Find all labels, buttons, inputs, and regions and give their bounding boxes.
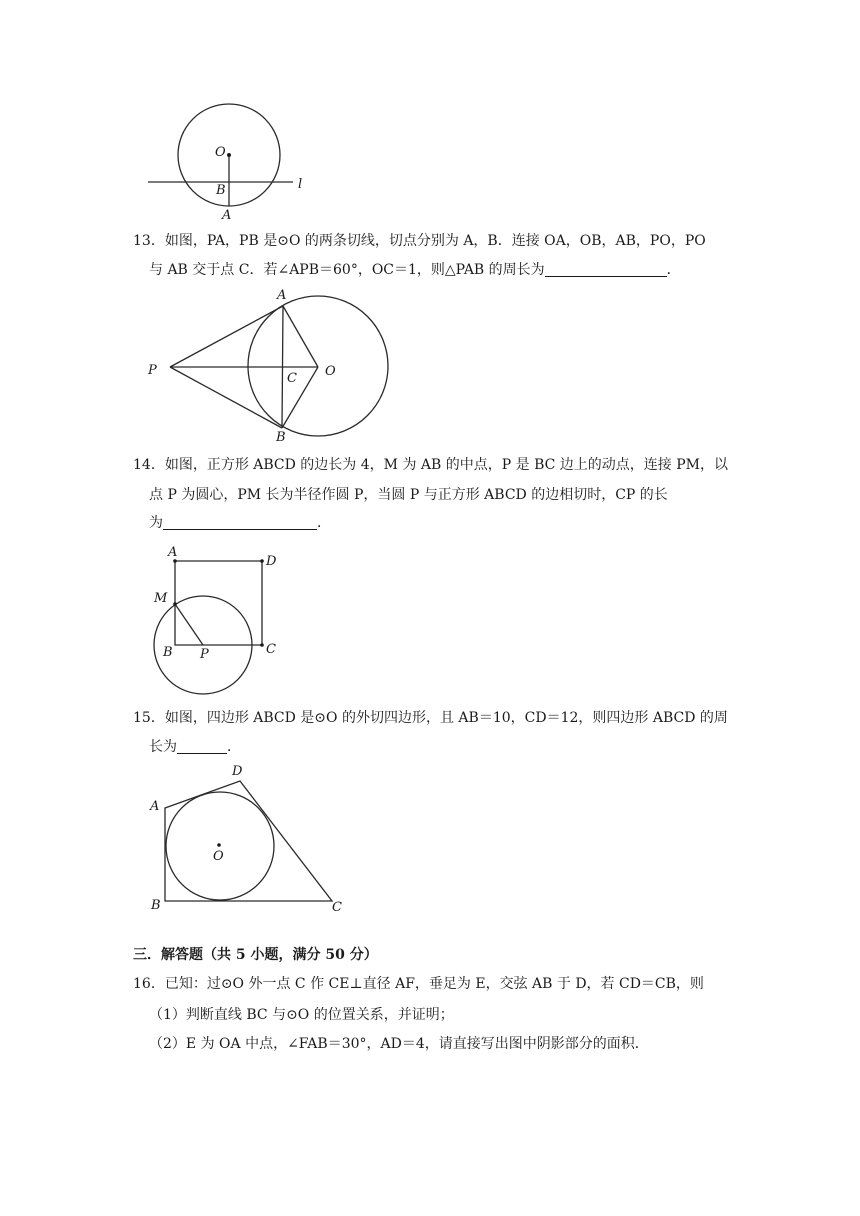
q13-line2-text: 与 AB 交于点 C．若∠APB＝60°，OC＝1，则△PAB 的周长为 (149, 262, 545, 278)
label-a-14: A (168, 545, 178, 560)
q15-line2-text: 长为 (149, 739, 177, 755)
q13-end: ． (666, 262, 681, 278)
q14-end: ． (317, 515, 331, 531)
label-b-15: B (151, 898, 161, 913)
point-o-15 (217, 843, 221, 847)
label-o: O (215, 145, 226, 160)
label-l: l (298, 177, 303, 192)
label-d-15: D (232, 764, 243, 779)
label-b-14: B (163, 645, 173, 660)
q16-part2: （2）E 为 OA 中点，∠FAB＝30°，AD＝4，请直接写出图中阴影部分的面积． (149, 1036, 649, 1052)
label-d-14: D (266, 554, 277, 569)
label-c-14: C (266, 642, 276, 657)
q16-part1: （1）判断直线 BC 与⊙O 的位置关系，并证明； (149, 1007, 454, 1023)
section-3-heading: 三．解答题（共 5 小题，满分 50 分） (133, 947, 378, 963)
quadrilateral-abcd (165, 781, 332, 901)
label-p-14: P (200, 647, 209, 662)
label-p-13: P (148, 363, 157, 378)
label-b: B (216, 183, 226, 198)
q15-end: ． (227, 739, 241, 755)
q14-line3-text: 为 (149, 515, 163, 531)
label-c-15: C (332, 900, 342, 915)
q15-line1: 15．如图，四边形 ABCD 是⊙O 的外切四边形，且 AB＝10，CD＝12，则四边形 ABCD 的周 (133, 710, 728, 726)
label-a-15: A (150, 799, 160, 814)
q13-line1: 13．如图，PA，PB 是⊙O 的两条切线，切点分别为 A，B．连接 OA，OB，AB，PO，PO (133, 233, 706, 249)
label-a-13: A (277, 288, 287, 303)
label-c-13: C (287, 371, 297, 386)
label-m-14: M (154, 591, 168, 606)
q16-line1: 16．已知：过⊙O 外一点 C 作 CE⊥直径 AF，垂足为 E，交弦 AB 于 D，若 CD＝CB，则 (133, 976, 704, 992)
label-o-15: O (213, 849, 224, 864)
q14-line1: 14．如图，正方形 ABCD 的边长为 4，M 为 AB 的中点，P 是 BC 边上的动点，连接 PM，以 (133, 457, 728, 473)
label-b-13: B (276, 430, 286, 445)
q14-line2: 点 P 为圆心，PM 长为半径作圆 P，当圆 P 与正方形 ABCD 的边相切时，CP 的长 (149, 487, 668, 503)
label-a: A (222, 208, 232, 223)
label-o-13: O (325, 364, 336, 379)
